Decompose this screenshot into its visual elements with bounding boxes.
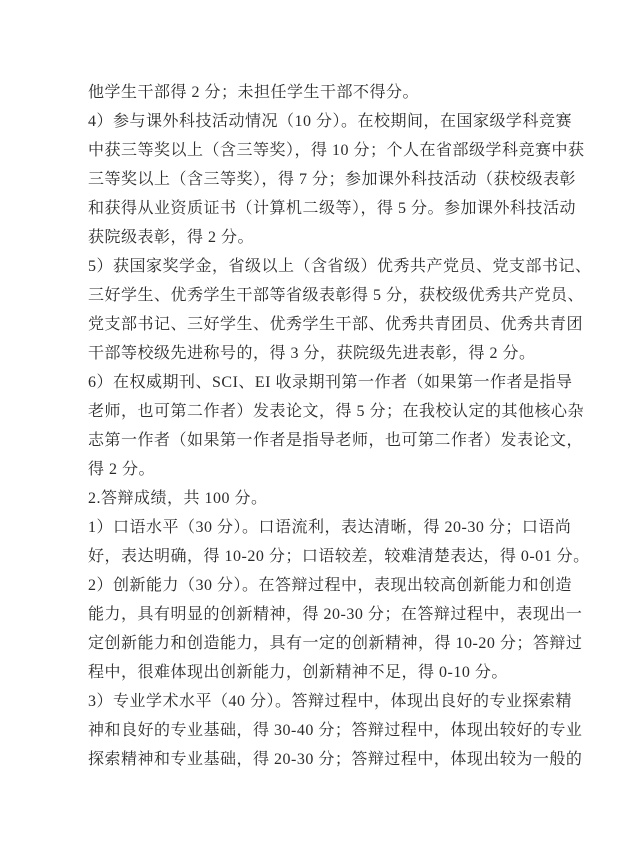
text-line: 党支部书记、三好学生、优秀学生干部、优秀共青团员、优秀共青团 <box>88 316 584 333</box>
text-line: 好，表达明确，得 10-20 分；口语较差，较难清楚表达，得 0-01 分。 <box>88 548 590 565</box>
text-line: 得 2 分。 <box>88 461 156 478</box>
document-body-text <box>88 78 592 774</box>
text-line: 2.答辩成绩，共 100 分。 <box>88 490 268 507</box>
text-line: 能力，具有明显的创新精神，得 20-30 分；在答辩过程中，表现出一 <box>88 606 583 623</box>
text-line: 6）在权威期刊、SCI、EI 收录期刊第一作者（如果第一作者是指导 <box>88 374 573 391</box>
text-line: 1）口语水平（30 分）。口语流利，表达清晰，得 20-30 分；口语尚 <box>88 519 572 536</box>
text-line: 2）创新能力（30 分）。在答辩过程中，表现出较高创新能力和创造 <box>88 577 573 594</box>
text-line: 和获得从业资质证书（计算机二级等），得 5 分。参加课外科技活动 <box>88 200 577 217</box>
text-line: 4）参与课外科技活动情况（10 分）。在校期间，在国家级学科竞赛 <box>88 113 573 130</box>
text-line: 神和良好的专业基础，得 30-40 分；答辩过程中，体现出较好的专业 <box>88 722 583 739</box>
text-line: 干部等校级先进称号的，得 3 分，获院级先进表彰，得 2 分。 <box>88 345 536 362</box>
text-line: 探索精神和专业基础，得 20-30 分；答辩过程中，体现出较为一般的 <box>88 751 583 768</box>
text-line: 三好学生、优秀学生干部等省级表彰得 5 分，获校级优秀共产党员、 <box>88 287 585 304</box>
text-line: 获院级表彰，得 2 分。 <box>88 229 255 246</box>
text-line: 程中，很难体现出创新能力，创新精神不足，得 0-10 分。 <box>88 664 508 681</box>
text-line: 中获三等奖以上（含三等奖），得 10 分；个人在省部级学科竞赛中获 <box>88 142 585 159</box>
text-line: 5）获国家奖学金，省级以上（含省级）优秀共产党员、党支部书记、 <box>88 258 592 275</box>
text-line: 三等奖以上（含三等奖），得 7 分；参加课外科技活动（获校级表彰 <box>88 171 577 188</box>
text-line: 3）专业学术水平（40 分）。答辩过程中，体现出良好的专业探索精 <box>88 693 573 710</box>
text-line: 志第一作者（如果第一作者是指导老师，也可第二作者）发表论文， <box>88 432 584 449</box>
text-line: 他学生干部得 2 分；未担任学生干部不得分。 <box>88 84 420 101</box>
text-line: 老师，也可第二作者）发表论文，得 5 分；在我校认定的其他核心杂 <box>88 403 585 420</box>
text-line: 定创新能力和创造能力，具有一定的创新精神，得 10-20 分；答辩过 <box>88 635 583 652</box>
